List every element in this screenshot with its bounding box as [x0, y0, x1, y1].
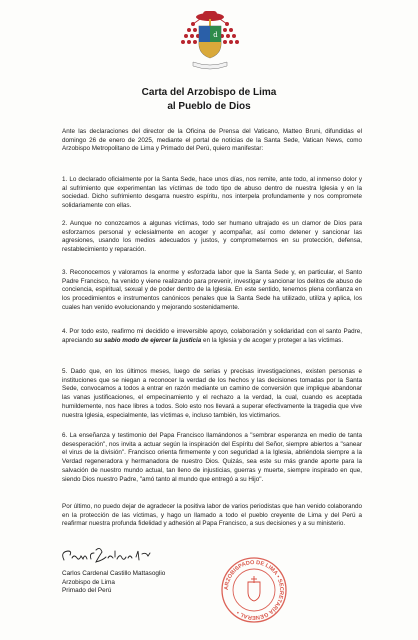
letter-title-line2: al Pueblo de Dios: [167, 101, 251, 112]
paragraph-5: 5. Dado que, en los últimos meses, luego de serias y precisas investigaciones, existen personas e instituciones que se niegan a reconocer la verdad de los hechos y las decisiones tomadas por la Santa Sede, convocamos a todos a entrar en razón mediante un camino de conversión que implique abandonar las vanas justificaciones, el empecinamiento y el rechazo a la verdad, la cual, cuando es aceptada humildemente, nos hace libres a todos. Solo esto nos llevará a superar efectivamente la tragedia que vive nuestra Iglesia, especialmente, las víctimas e, incluso también, los victimarios.: [62, 368, 362, 419]
letter-title-line1: Carta del Arzobispo de Lima: [141, 87, 277, 98]
handwritten-signature: [58, 544, 168, 570]
official-stamp-icon: [220, 556, 288, 624]
paragraph-4: [62, 328, 362, 345]
paragraph-6: 6. La enseñanza y testimonio del Papa Francisco llamándonos a "sembrar esperanza en medio de tanta desesperación", nos invita a actuar según la inspiración del Espíritu del Señor, siempre abiertos a "sanear el virus de la división". Francisco orienta firmemente y con seguridad a la Iglesia, abriéndola siempre a la Verdad regeneradora y hermanadora de nuestro Dios. Quizás, sea este su más grande aporte para la salvación de nuestro mundo actual, tan lleno de injusticias, guerras y muerte, siempre inspirado en que, siendo Dios nuestro Padre, "amó tanto al mundo que entregó a su Hijo".: [62, 432, 362, 483]
paragraph-4-start: 4. Por todo esto, reafirmo mi decidido e irreversible apoyo, colaboración y solidaridad con el santo Padre, apreciando: [62, 328, 362, 344]
signer-role-2: Primado del Perú: [62, 587, 112, 595]
paragraph-1: 1. Lo declarado oficialmente por la Santa Sede, hace unos días, nos remite, ante todo, al inmenso dolor y al sufrimiento que experimentan las víctimas de todo tipo de abuso dentro de nuestra Iglesia y en la sociedad. Dicho sufrimiento desgarra nuestro espíritu, nos interpela profundamente y nos compromete solidariamente con ellas.: [62, 176, 362, 210]
paragraph-2: 2. Aunque no conozcamos a algunas víctimas, todo ser humano ultrajado es un clamor de Dios para esforzarnos personal y eclesialmente en acoger y acompañar, así como detener y sancionar las agresiones, usando los medios adecuados y justos, y comprometernos en su protección, defensa, restablecimiento y reparación.: [62, 220, 362, 254]
paragraph-4-end: en la Iglesia y de acoger y proteger a las víctimas.: [201, 336, 344, 344]
svg-text:d: d: [213, 31, 218, 39]
signer-role-1: Arzobispo de Lima: [62, 578, 115, 586]
intro-paragraph: Ante las declaraciones del director de la Oficina de Prensa del Vaticano, Matteo Bruni, difundidas el domingo 26 de enero de 2025, mediante el portal de noticias de la Santa Sede, Vatican News, como Arzobispo Metropolitano de Lima y Primado del Perú, quiero manifestar:: [62, 128, 362, 153]
coat-of-arms-icon: [179, 8, 241, 76]
paragraph-3: 3. Reconocemos y valoramos la enorme y esforzada labor que la Santa Sede y, en particular, el Santo Padre Francisco, ha venido y viene realizando para prevenir, investigar y sancionar los delitos de abuso de conciencia, espiritual, sexual y de poder dentro de la Iglesia. En este sentido, tenemos plena confianza en los procedimientos e instrumentos canónicos penales que la Santa Sede ha utilizado, utiliza y aplica, los cuales han venido evolucionando y mejorando sostenidamente.: [62, 269, 362, 311]
signer-name: Carlos Cardenal Castillo Mattasoglio: [62, 570, 166, 577]
closing-paragraph: Por último, no puedo dejar de agradecer la positiva labor de varios periodistas que han venido colaborando en la protección de las víctimas, y hago un llamado a todo el pueblo creyente de Lima y del Perú a reafirmar nuestra profunda fidelidad y adhesión al Papa Francisco, a sus decisiones y a su ministerio.: [62, 503, 362, 528]
paragraph-4-emphasis: su sabio modo de ejercer la justicia: [94, 336, 202, 344]
signature-block: [62, 570, 165, 596]
svg-text:ARZOBISPADO DE LIMA • SECRETAR: ARZOBISPADO DE LIMA • SECRETARÍA GENERAL •: [223, 559, 285, 621]
